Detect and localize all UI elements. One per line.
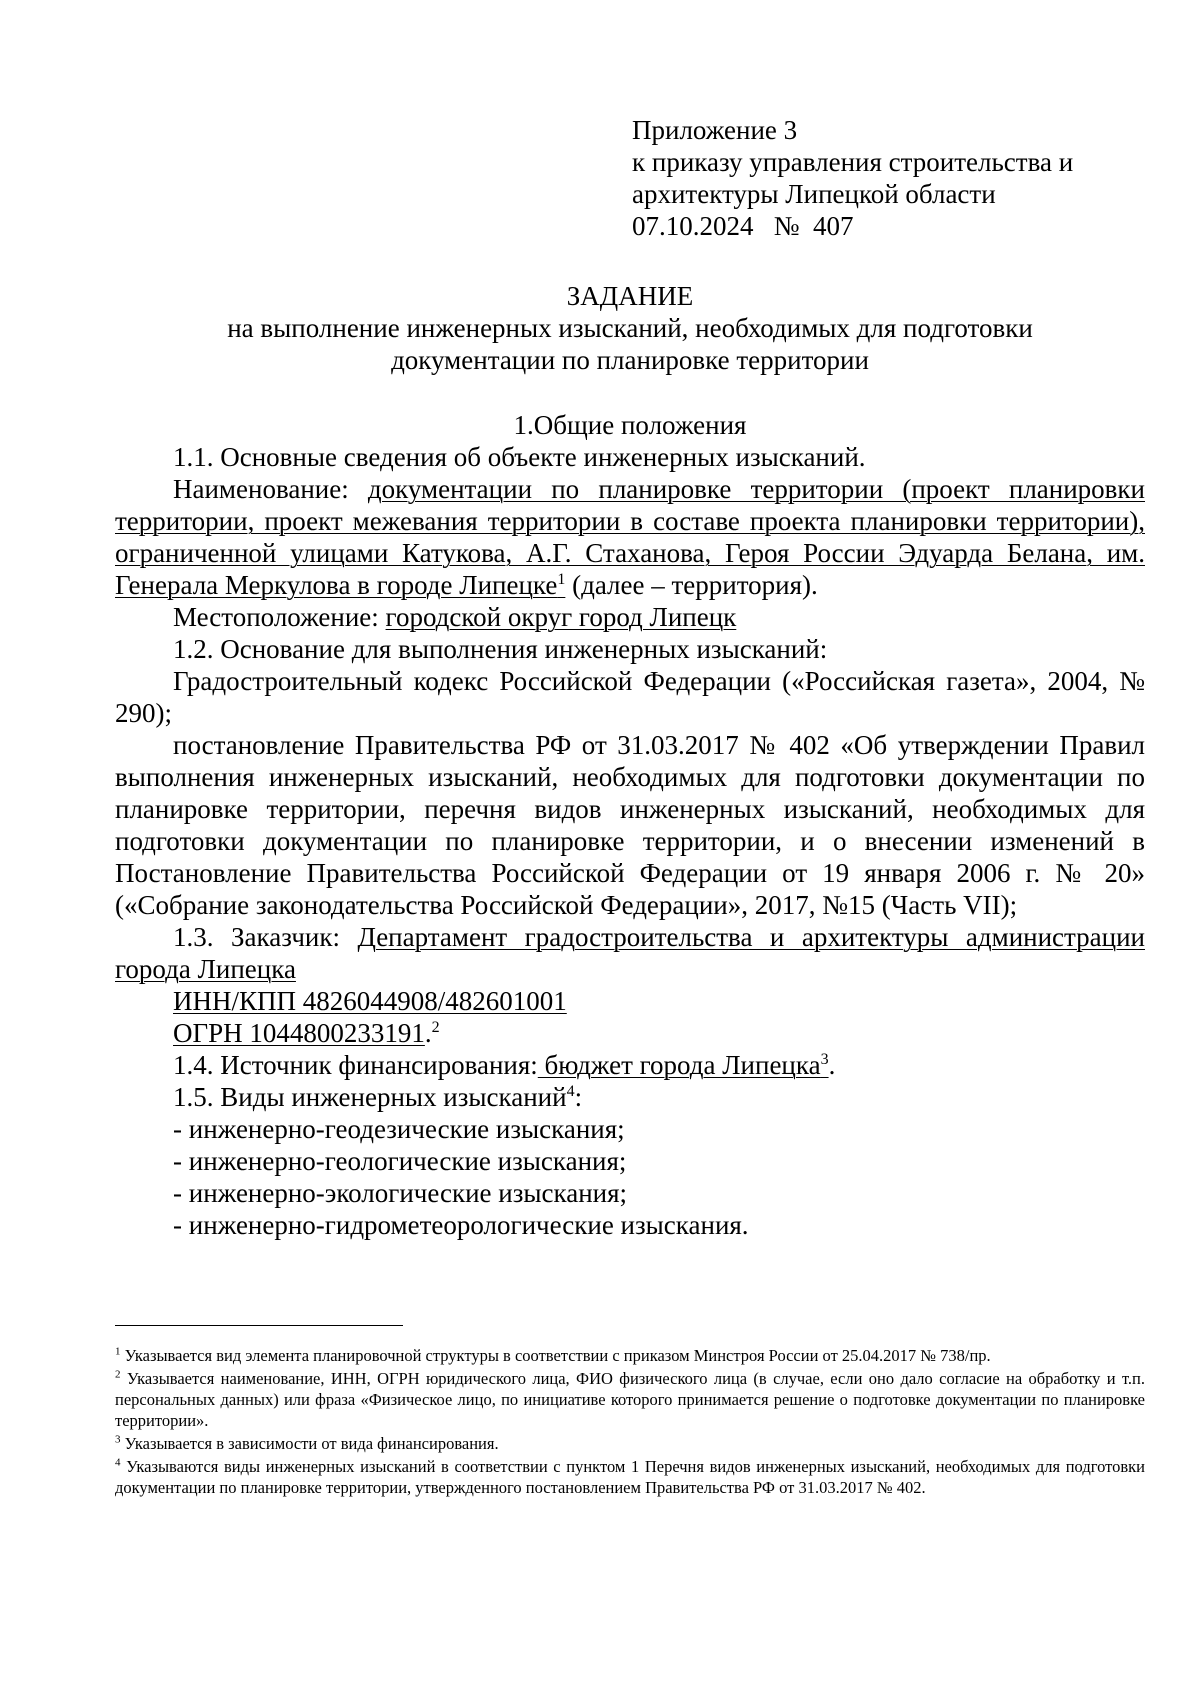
title-line-1: на выполнение инженерных изысканий, необходимых для подготовки (227, 313, 1033, 343)
paragraph-1-2: 1.2. Основание для выполнения инженерных изысканий: (173, 634, 828, 664)
financing-label: 1.4. Источник финансирования: (173, 1050, 538, 1080)
title-line-2: документации по планировке территории (391, 345, 869, 375)
appendix-header (632, 114, 1073, 242)
footnotes (115, 1345, 1145, 1500)
financing-value: бюджет города Липецка$^3$ (537, 1050, 829, 1080)
document-title (115, 280, 1145, 376)
survey-type-item: - инженерно-гидрометеорологические изыскания. (173, 1210, 749, 1240)
footnote-ref-4: 4 (566, 1083, 575, 1100)
basis-item-2: постановление Правительства РФ от 31.03.2017 № 402 «Об утверждении Правил выполнения инженерных изысканий, необходимых для подготовки документации по планировке территории, перечня видов инженерных изысканий, необходимых для подготовки документации по планировке территории, и о внесении изменений в Постановление Правительства Российской Федерации от 19 января 2006 г. № 20» («Собрание законодательства Российской Федерации», 2017, №15 (Часть VII); (115, 730, 1145, 920)
footnote-divider (115, 1325, 403, 1326)
footnote-ref-2: 2 (431, 1019, 440, 1036)
customer-value: Департамент градостроительства и архитектуры администрации города Липецка (115, 922, 1145, 984)
customer-ogrn: ОГРН 1044800233191.$^2$ (173, 1018, 440, 1048)
document-body (115, 409, 1145, 1241)
customer-label: 1.3. Заказчик: (173, 922, 358, 952)
basis-item-1: Градостроительный кодекс Российской Федерации («Российская газета», 2004, № 290); (115, 666, 1145, 728)
name-tail: (далее – территория). (565, 570, 818, 600)
footnote-1: $^1$ Указывается вид элемента планировочной структуры в соответствии с приказом Минстроя России от 25.04.2017 № 738/пр. (115, 1345, 991, 1365)
section-heading: 1.Общие положения (513, 410, 747, 440)
footnote-ref-1: 1 (557, 571, 566, 588)
survey-type-item: - инженерно-геологические изыскания; (173, 1146, 627, 1176)
footnote-3: $^3$ Указывается в зависимости от вида финансирования. (115, 1433, 499, 1453)
paragraph-1-3 (115, 921, 1145, 985)
title-heading: ЗАДАНИЕ (566, 281, 694, 311)
appendix-line-3: архитектуры Липецкой области (632, 179, 996, 209)
footnote-ref-3: 3 (820, 1051, 829, 1068)
paragraph-1-5: 1.5. Виды инженерных изысканий$^4$: (173, 1082, 583, 1112)
paragraph-1-4: 1.4. Источник финансирования: бюджет города Липецка$^3$. (173, 1050, 836, 1080)
paragraph-1-1: 1.1. Основные сведения об объекте инженерных изысканий. (173, 442, 866, 472)
customer-inn: ИНН/КПП 4826044908/482601001 (173, 986, 567, 1016)
paragraph-name (115, 473, 1145, 601)
name-label: Наименование: (173, 474, 368, 504)
survey-type-item: - инженерно-экологические изыскания; (173, 1178, 628, 1208)
name-value: документации по планировке территории (проект планировки территории, проект межевания территории в составе проекта планировки территории), ограниченной улицами Катукова, А.Г. Стаханова, Героя России Эдуарда Белана, им. Генерала Меркулова в городе Липецке$^1$ (115, 474, 1145, 600)
appendix-line-2: к приказу управления строительства и (632, 147, 1074, 177)
footnote-4: $^4$ Указываются виды инженерных изысканий в соответствии с пунктом 1 Перечня видов инженерных изысканий, необходимых для подготовки документации по планировке территории, утвержденного постановлением Правительства РФ от 31.03.2017 № 402. (115, 1456, 1145, 1497)
paragraph-location (115, 601, 1145, 633)
location-value: городской округ город Липецк (385, 602, 737, 632)
appendix-line-1: Приложение 3 (632, 115, 798, 145)
location-label: Местоположение: (173, 602, 386, 632)
survey-type-item: - инженерно-геодезические изыскания; (173, 1114, 625, 1144)
footnote-2: $^2$ Указывается наименование, ИНН, ОГРН юридического лица, ФИО физического лица (в случае, если оно дало согласие на обработку и т.п. персональных данных) или фраза «Физическое лицо, по инициативе которого принимается решение о подготовке документации по планировке территории». (115, 1368, 1145, 1430)
appendix-date-number: 07.10.2024 № 407 (632, 211, 854, 241)
